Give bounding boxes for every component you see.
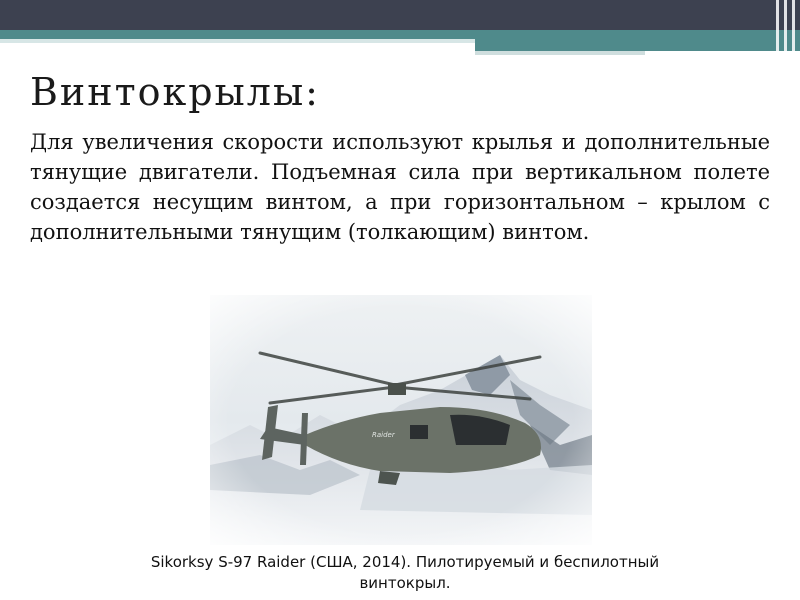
header-grey-strip <box>475 51 645 55</box>
caption-line-2: винтокрыл. <box>359 574 451 592</box>
caption-line-1: Sikorksy S-97 Raider (США, 2014). Пилотируемый и беспилотный <box>150 553 660 571</box>
header-dark-band <box>0 0 800 30</box>
slide-body-text: Для увеличения скорости используют крылья и дополнительные тянущие двигатели. Подъемная сила при вертикальном полете создается несущим винтом, а при горизонтальном – крылом с дополнительными тянущим (толкающим) винтом. <box>30 130 770 244</box>
header-corner-lines <box>772 0 800 60</box>
photo-caption <box>60 552 750 594</box>
header-teal-stripe-right <box>475 39 800 51</box>
slide-title: Винтокрылы: <box>30 70 320 114</box>
header-teal-stripe <box>0 30 800 39</box>
helicopter-photo <box>210 295 592 545</box>
header-light-stripe <box>0 39 475 43</box>
